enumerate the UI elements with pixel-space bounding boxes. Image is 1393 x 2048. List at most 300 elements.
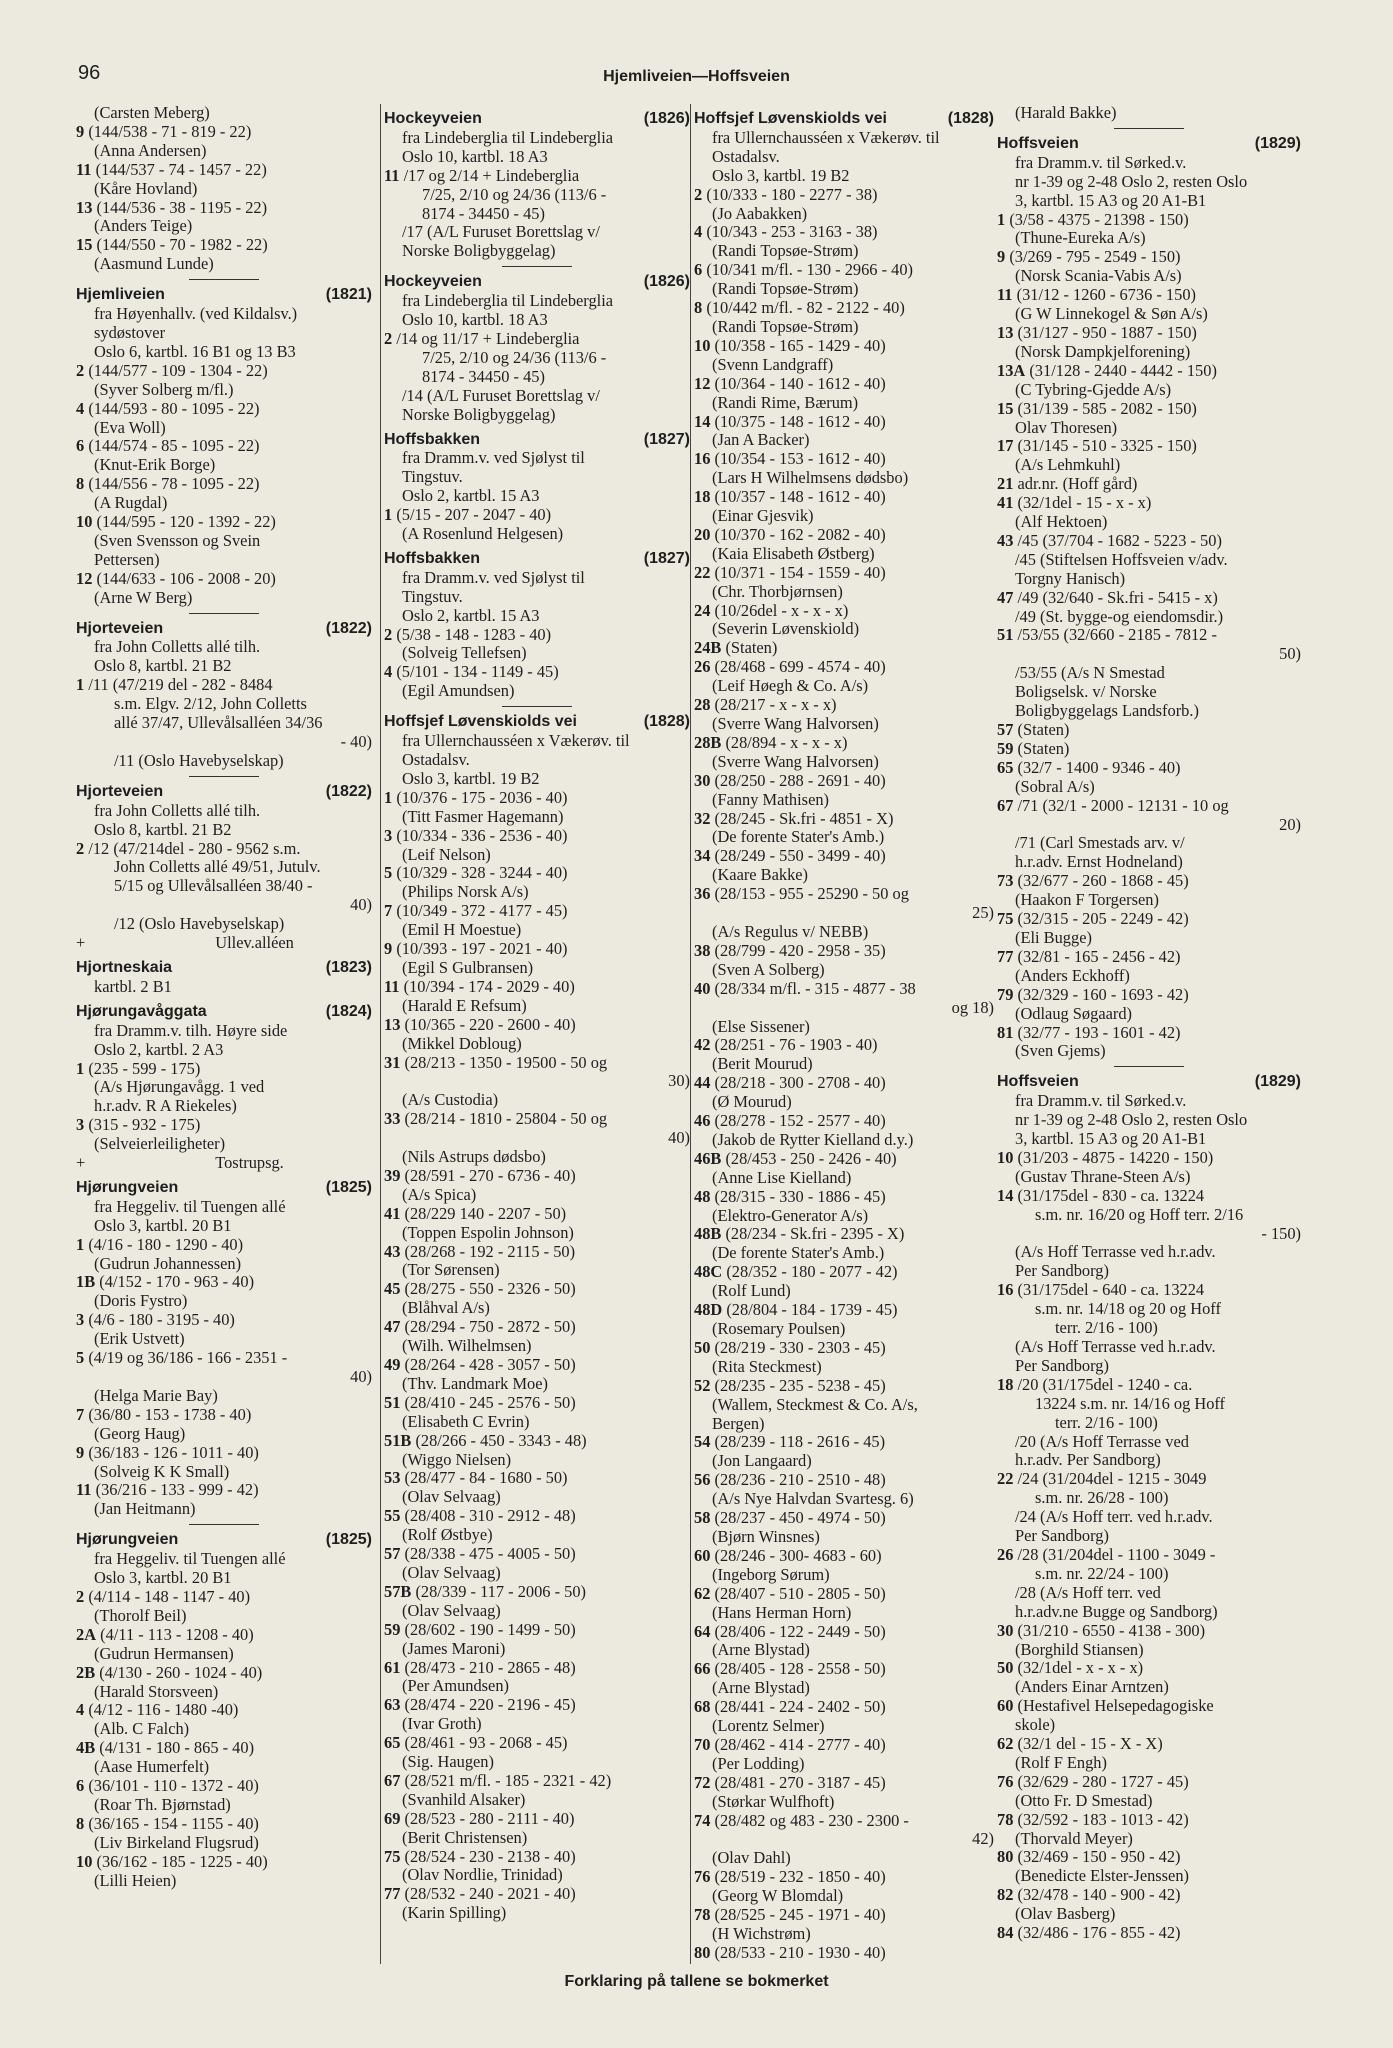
property-data: (32/315 - 205 - 2249 - 42) [1017, 909, 1189, 929]
address-entry [384, 1772, 690, 1791]
address-entry [997, 589, 1301, 608]
street-code: (1827) [643, 430, 690, 448]
owner-line: (Jo Aabakken) [712, 203, 808, 223]
property-data: /24 (31/204del - 1215 - 3049 [1017, 1469, 1207, 1489]
property-data: (32/1del - 15 - x - x) [1017, 493, 1152, 513]
address-entry [694, 602, 994, 621]
owner-line: (Olav Selvaag) [402, 1487, 501, 1507]
house-number: 61 [384, 1657, 401, 1677]
property-data: (28/473 - 210 - 2865 - 48) [404, 1657, 576, 1677]
property-data: /11 (47/219 del - 282 - 8484 [88, 675, 273, 695]
house-number: 48 [694, 1186, 711, 1206]
owner-line: Per Sandborg) [1015, 1355, 1109, 1375]
address-entry [384, 1469, 690, 1488]
street-heading [384, 273, 690, 292]
property-data: (144/556 - 78 - 1095 - 22) [88, 474, 260, 494]
property-data: (4/130 - 260 - 1024 - 40) [99, 1662, 263, 1682]
owner-line: (Egil S Gulbransen) [402, 957, 534, 977]
continuation-line: 40) [668, 1128, 690, 1148]
street-name: Hoffsveien [997, 134, 1079, 152]
property-data: (28/153 - 955 - 25290 - 50 og [714, 884, 909, 904]
address-entry [694, 1377, 994, 1396]
property-data: (10/364 - 140 - 1612 - 40) [714, 373, 886, 393]
owner-line: /71 (Carl Smestads arv. v/ [1015, 833, 1185, 853]
address-entry [694, 1906, 994, 1925]
street-name: Hoffsjef Løvenskiolds vei [694, 110, 887, 127]
house-number: 57 [997, 720, 1014, 739]
owner-line: (Hans Herman Horn) [712, 1602, 852, 1622]
address-entry [694, 1944, 994, 1963]
owner-line: (Randi Topsøe-Strøm) [712, 279, 859, 299]
house-number: 76 [997, 1771, 1014, 1791]
house-number: 2 [76, 1586, 85, 1606]
house-number: 67 [997, 795, 1014, 815]
house-number: 10 [76, 1851, 93, 1871]
property-data: (28/453 - 250 - 2426 - 40) [725, 1148, 897, 1168]
house-number: 57B [384, 1581, 412, 1601]
address-entry [76, 437, 372, 456]
street-description: fra Ullernchausséen x Vækerøv. til [712, 127, 940, 147]
address-entry [384, 902, 690, 921]
street-description: Ostadalsv. [712, 146, 780, 166]
address-entry [76, 570, 372, 589]
owner-line: /53/55 (A/s N Smestad [1015, 663, 1165, 683]
property-data: (28/249 - 550 - 3499 - 40) [714, 846, 886, 866]
owner-line: Per Sandborg) [1015, 1526, 1109, 1546]
address-entry [694, 223, 994, 242]
continuation-line: 7/25, 2/10 og 24/36 (113/6 - [422, 347, 607, 367]
owner-line: (Thorolf Beil) [94, 1605, 187, 1625]
property-data: (28/468 - 699 - 4574 - 40) [714, 657, 886, 677]
owner-line: (Alb. C Falch) [94, 1719, 190, 1739]
address-entry [384, 1110, 690, 1129]
house-number: 40 [694, 978, 711, 998]
street-heading [997, 135, 1301, 154]
owner-line: (Harald E Refsum) [402, 995, 527, 1015]
house-number: 59 [997, 738, 1014, 758]
house-number: 11 [76, 159, 92, 179]
owner-line: (H Wichstrøm) [712, 1924, 811, 1943]
address-entry [694, 1339, 994, 1358]
house-number: 51 [997, 625, 1014, 645]
address-entry [694, 772, 994, 791]
address-entry [76, 161, 372, 180]
property-data: (32/81 - 165 - 2456 - 42) [1017, 946, 1181, 966]
owner-line: Norske Boligbyggelag) [402, 241, 556, 261]
street-description: Oslo 10, kartbl. 18 A3 [402, 310, 548, 330]
owner-line: (Leif Høegh & Co. A/s) [712, 676, 869, 696]
property-data: (28/214 - 1810 - 25804 - 50 og [404, 1109, 608, 1129]
house-number: 68 [694, 1697, 711, 1717]
property-data: (4/114 - 148 - 1147 - 40) [88, 1586, 251, 1606]
property-data: (10/394 - 174 - 2029 - 40) [403, 976, 575, 996]
address-entry [384, 1885, 690, 1904]
address-entry [997, 362, 1301, 381]
address-entry [76, 1701, 372, 1720]
street-description: fra Ullernchausséen x Vækerøv. til [402, 731, 630, 751]
street-code: (1827) [643, 549, 690, 567]
separator-rule [189, 1524, 259, 1525]
owner-line: (Harald Bakke) [1015, 104, 1117, 122]
address-entry [997, 1697, 1301, 1716]
property-data: (28/521 m/fl. - 185 - 2321 - 42) [404, 1770, 612, 1790]
street-name: Hjorteveien [76, 782, 164, 800]
continuation-line: s.m. nr. 14/18 og 20 og Hoff [1035, 1299, 1221, 1319]
property-data: (235 - 599 - 175) [88, 1058, 201, 1078]
house-number: 42 [694, 1035, 711, 1055]
street-name: Hjortneskaia [76, 958, 173, 976]
owner-line: (Alf Hektoen) [1015, 512, 1108, 532]
address-entry [76, 1273, 372, 1292]
owner-line: (A Rosenlund Helgesen) [402, 524, 564, 544]
owner-line: /28 (A/s Hoff terr. ved [1015, 1582, 1161, 1602]
address-entry [384, 1205, 690, 1224]
continuation-line: og 18) [951, 997, 994, 1017]
property-data: (28/338 - 475 - 4005 - 50) [404, 1544, 576, 1564]
street-code: (1821) [325, 286, 372, 304]
address-entry [384, 1583, 690, 1602]
property-data: /17 og 2/14 + Lindeberglia [403, 165, 580, 185]
property-data: (31/127 - 950 - 1887 - 150) [1017, 322, 1197, 342]
house-number: 45 [384, 1279, 401, 1299]
street-heading [76, 286, 372, 305]
property-data: (28/266 - 450 - 3343 - 48) [415, 1430, 587, 1450]
street-description: Oslo 10, kartbl. 18 A3 [402, 146, 548, 166]
property-data: (4/19 og 36/186 - 166 - 2351 - [88, 1348, 288, 1368]
owner-line: (Jakob de Rytter Kielland d.y.) [712, 1129, 914, 1149]
property-data: (28/523 - 280 - 2111 - 40) [404, 1808, 575, 1828]
house-number: 52 [694, 1375, 711, 1395]
property-data: (28/441 - 224 - 2402 - 50) [714, 1697, 886, 1717]
address-entry [76, 1060, 372, 1079]
address-entry [997, 494, 1301, 513]
owner-line: (Karin Spilling) [402, 1903, 507, 1923]
address-entry [384, 1054, 690, 1073]
property-data: (28/245 - Sk.fri - 4851 - X) [714, 808, 894, 828]
property-data: (28/407 - 510 - 2805 - 50) [714, 1583, 886, 1603]
house-number: 8 [694, 298, 703, 318]
address-entry [997, 910, 1301, 929]
address-entry [997, 759, 1301, 778]
house-number: 7 [76, 1404, 85, 1424]
house-number: 21 [997, 474, 1014, 494]
street-description: nr 1-39 og 2-48 Oslo 2, resten Oslo [1015, 171, 1248, 191]
property-data: (144/633 - 106 - 2008 - 20) [96, 568, 276, 588]
house-number: 26 [997, 1544, 1014, 1564]
property-data: /20 (31/175del - 1240 - ca. [1017, 1374, 1193, 1394]
house-number: 62 [997, 1734, 1014, 1754]
owner-line: (Kåre Hovland) [94, 178, 198, 198]
property-data: /14 og 11/17 + Lindeberglia [396, 328, 580, 348]
property-data: (31/203 - 4875 - 14220 - 150) [1017, 1147, 1214, 1167]
street-code: (1826) [643, 273, 690, 291]
property-data: (28/264 - 428 - 3057 - 50) [404, 1355, 576, 1374]
house-number: 69 [384, 1808, 401, 1828]
house-number: 39 [384, 1165, 401, 1185]
address-entry [76, 236, 372, 255]
house-number: 53 [384, 1468, 401, 1488]
street-description: Oslo 3, kartbl. 20 B1 [94, 1215, 232, 1235]
owner-line: (Egil Amundsen) [402, 681, 515, 701]
owner-line: (Rolf Lund) [712, 1281, 791, 1301]
owner-line: h.r.adv.ne Bugge og Sandborg) [1015, 1601, 1218, 1621]
property-data: (144/595 - 120 - 1392 - 22) [96, 512, 276, 532]
owner-line: h.r.adv. Per Sandborg) [1015, 1450, 1161, 1470]
street-code: (1828) [643, 713, 690, 731]
owner-line: (Størkar Wulfhoft) [712, 1791, 835, 1811]
house-number: 32 [694, 808, 711, 828]
owner-line: (Harald Storsveen) [94, 1681, 219, 1701]
house-number: 15 [997, 398, 1014, 418]
street-description: Oslo 2, kartbl. 15 A3 [402, 605, 540, 625]
house-number: 10 [997, 1147, 1014, 1167]
street-description: Tingstuv. [402, 467, 463, 487]
owner-line: (Anders Einar Arntzen) [1015, 1677, 1169, 1697]
address-entry [694, 1698, 994, 1717]
continuation-line: John Colletts allé 49/51, Jutulv. [114, 857, 321, 877]
street-description: fra Heggeliv. til Tuengen allé [94, 1196, 286, 1216]
house-number: 2 [384, 328, 393, 348]
separator-rule [502, 706, 572, 707]
owner-line: (Rosemary Poulsen) [712, 1319, 846, 1338]
house-number: 43 [384, 1241, 401, 1261]
owner-line: (A/s Spica) [402, 1184, 477, 1204]
street-code: (1829) [1254, 1073, 1301, 1091]
owner-line: (Norsk Scania-Vabis A/s) [1015, 266, 1182, 286]
house-number: 41 [384, 1203, 401, 1223]
house-number: 65 [997, 757, 1014, 777]
address-entry [997, 721, 1301, 740]
house-number: 36 [694, 884, 711, 904]
property-data: (10/376 - 175 - 2036 - 40) [396, 787, 568, 807]
address-entry [76, 1626, 372, 1645]
owner-line: (Olav Nordlie, Trinidad) [402, 1865, 563, 1885]
address-entry [694, 658, 994, 677]
house-number: 62 [694, 1583, 711, 1603]
house-number: 70 [694, 1734, 711, 1754]
address-entry [694, 734, 994, 753]
property-data: (31/145 - 510 - 3325 - 150) [1017, 436, 1197, 456]
address-entry [76, 1311, 372, 1330]
street-code: (1828) [947, 110, 994, 127]
address-entry [997, 1470, 1301, 1489]
street-heading [384, 431, 690, 450]
street-heading [384, 110, 690, 129]
property-data: (10/329 - 328 - 3244 - 40) [396, 863, 568, 883]
address-entry [694, 885, 994, 904]
property-data: (4/16 - 180 - 1290 - 40) [88, 1234, 244, 1254]
house-number: 1 [76, 675, 85, 695]
street-heading [384, 713, 690, 732]
address-entry [384, 1659, 690, 1678]
house-number: 24B [694, 638, 722, 658]
address-entry [384, 978, 690, 997]
house-number: 59 [384, 1619, 401, 1639]
address-entry [997, 286, 1301, 305]
address-entry [384, 626, 690, 645]
address-entry [76, 1444, 372, 1463]
separator-rule [189, 613, 259, 614]
house-number: 4 [76, 398, 85, 418]
property-data: (10/333 - 180 - 2277 - 38) [706, 184, 878, 204]
house-number: 46B [694, 1148, 722, 1168]
property-data: (10/341 m/fl. - 130 - 2966 - 40) [706, 260, 913, 280]
address-entry [384, 1507, 690, 1526]
owner-line: (Svenn Landgraff) [712, 354, 834, 374]
property-data: (36/80 - 153 - 1738 - 40) [88, 1404, 252, 1424]
street-name: Hockeyveien [384, 273, 482, 291]
street-description: sydøstover [94, 322, 166, 342]
house-number: 2B [76, 1662, 96, 1682]
owner-line: (A/s Custodia) [402, 1090, 499, 1110]
address-entry [997, 872, 1301, 891]
street-description: Oslo 8, kartbl. 21 B2 [94, 656, 232, 676]
property-data: (4/12 - 116 - 1480 -40) [88, 1700, 239, 1720]
property-data: (36/101 - 110 - 1372 - 40) [88, 1776, 259, 1796]
property-data: (28/218 - 300 - 2708 - 40) [714, 1073, 886, 1093]
owner-line: (Blåhval A/s) [402, 1298, 490, 1318]
address-entry [694, 450, 994, 469]
house-number: 22 [694, 562, 711, 582]
house-number: 48C [694, 1262, 723, 1282]
house-number: 11 [997, 285, 1013, 305]
address-entry [997, 1848, 1301, 1867]
street-description: fra Dramm.v. ved Sjølyst til [402, 567, 585, 587]
owner-line: /14 (A/L Furuset Borettslag v/ [402, 385, 600, 405]
address-entry [76, 1349, 372, 1368]
house-number: 84 [997, 1923, 1014, 1943]
property-data: (28/236 - 210 - 2510 - 48) [714, 1470, 886, 1490]
house-number: 5 [76, 1348, 85, 1368]
owner-line: (Severin Løvenskiold) [712, 619, 860, 639]
address-entry [694, 1263, 994, 1282]
property-data: (28/405 - 128 - 2558 - 50) [714, 1659, 886, 1679]
continuation-line: /11 (Oslo Havebyselskap) [114, 750, 284, 770]
house-number: 14 [694, 411, 711, 431]
house-number: 4 [76, 1700, 85, 1720]
property-data: (28/461 - 93 - 2068 - 45) [404, 1733, 568, 1753]
street-heading [76, 1179, 372, 1198]
address-entry [384, 1243, 690, 1262]
street-code: (1825) [325, 1531, 372, 1549]
property-data: (36/183 - 126 - 1011 - 40) [88, 1442, 259, 1462]
house-number: 9 [76, 121, 85, 141]
owner-line: (Odlaug Søgaard) [1015, 1003, 1132, 1023]
address-entry [76, 199, 372, 218]
street-description: Oslo 2, kartbl. 15 A3 [402, 486, 540, 506]
owner-line: (Knut-Erik Borge) [94, 455, 216, 475]
owner-line: (Randi Topsøe-Strøm) [712, 316, 859, 336]
owner-line: (Tor Sørensen) [402, 1260, 500, 1280]
house-number: 73 [997, 871, 1014, 891]
owner-line: (Wallem, Steckmest & Co. A/s, [712, 1394, 918, 1414]
address-entry [694, 564, 994, 583]
property-data: (32/7 - 1400 - 9346 - 40) [1017, 757, 1181, 777]
address-entry [384, 1167, 690, 1186]
property-data: (5/101 - 134 - 1149 - 45) [396, 662, 559, 682]
owner-line: (Berit Mourud) [712, 1054, 813, 1074]
owner-line: Pettersen) [94, 549, 160, 569]
continuation-line: 42) [972, 1829, 994, 1849]
owner-line: (Eva Woll) [94, 417, 166, 437]
separator-rule [502, 266, 572, 267]
address-entry [694, 696, 994, 715]
house-number: 20 [694, 524, 711, 544]
owner-line: (Elektro-Generator A/s) [712, 1205, 869, 1225]
owner-line: (Doris Fystro) [94, 1291, 188, 1311]
property-data: (28/294 - 750 - 2872 - 50) [404, 1317, 576, 1337]
owner-line: Norske Boligbyggelag) [402, 404, 556, 424]
footer-note: Forklaring på tallene se bokmerket [564, 1973, 829, 1990]
owner-line: Boligselsk. v/ Norske [1015, 682, 1157, 702]
property-data: (28/250 - 288 - 2691 - 40) [714, 770, 886, 790]
address-entry [694, 375, 994, 394]
property-data: (31/210 - 6550 - 4138 - 300) [1017, 1620, 1206, 1640]
house-number: 6 [694, 260, 703, 280]
house-number: 80 [694, 1942, 711, 1962]
property-data: (144/537 - 74 - 1457 - 22) [95, 159, 267, 179]
owner-line: (Gudrun Hermansen) [94, 1643, 234, 1663]
property-data: (28/602 - 190 - 1499 - 50) [404, 1619, 576, 1639]
property-data: (32/469 - 150 - 950 - 42) [1017, 1847, 1181, 1867]
owner-line: (Anne Lise Kielland) [712, 1167, 852, 1187]
property-data: (32/677 - 260 - 1868 - 45) [1017, 871, 1189, 891]
address-entry [694, 1225, 994, 1244]
owner-line: (A/s Nye Halvdan Svartesg. 6) [712, 1489, 914, 1509]
owner-line: (Sven Gjems) [1015, 1041, 1106, 1061]
owner-line: (Kaare Bakke) [712, 865, 809, 885]
address-entry [384, 330, 690, 349]
owner-line: (Gudrun Johannessen) [94, 1253, 242, 1273]
house-number: 9 [384, 939, 393, 959]
owner-line: (Philips Norsk A/s) [402, 882, 529, 902]
house-number: 11 [384, 976, 400, 996]
property-data: (144/574 - 85 - 1095 - 22) [88, 436, 260, 456]
address-entry [76, 840, 372, 859]
address-entry [694, 1433, 994, 1452]
house-number: 38 [694, 940, 711, 960]
property-data: (28/533 - 210 - 1930 - 40) [714, 1942, 886, 1962]
street-description: fra Dramm.v. ved Sjølyst til [402, 448, 585, 468]
house-number: 1 [997, 209, 1006, 229]
address-entry [997, 1735, 1301, 1754]
owner-line: Per Sandborg) [1015, 1261, 1109, 1281]
property-data: (32/478 - 140 - 900 - 42) [1017, 1885, 1181, 1905]
property-data: (28/804 - 184 - 1739 - 45) [726, 1300, 898, 1320]
property-data: (28/525 - 245 - 1971 - 40) [714, 1905, 886, 1925]
house-number: 5 [384, 863, 393, 883]
owner-line: Boligbyggelags Landsforb.) [1015, 701, 1199, 721]
address-entry [997, 324, 1301, 343]
property-data: /49 (32/640 - Sk.fri - 5415 - x) [1017, 587, 1218, 607]
property-data: (28/251 - 76 - 1903 - 40) [714, 1035, 878, 1055]
address-entry [997, 211, 1301, 230]
address-entry [997, 400, 1301, 419]
address-entry [694, 186, 994, 205]
owner-line: (Lars H Wilhelmsens dødsbo) [712, 468, 909, 488]
house-number: 4 [694, 222, 703, 242]
house-number: 2 [384, 624, 393, 644]
owner-line: (Titt Fasmer Hagemann) [402, 806, 564, 826]
property-data: (28/482 og 483 - 230 - 2300 - [714, 1810, 909, 1830]
owner-line: (Syver Solberg m/fl.) [94, 379, 234, 399]
running-head: Hjemliveien—Hoffsveien [603, 68, 790, 85]
column-4 [994, 104, 1301, 1964]
house-number: 2 [694, 184, 703, 204]
owner-line: (Toppen Espolin Johnson) [402, 1222, 574, 1242]
property-data: (36/165 - 154 - 1155 - 40) [88, 1813, 259, 1833]
owner-line: h.r.adv. R A Riekeles) [94, 1096, 237, 1116]
